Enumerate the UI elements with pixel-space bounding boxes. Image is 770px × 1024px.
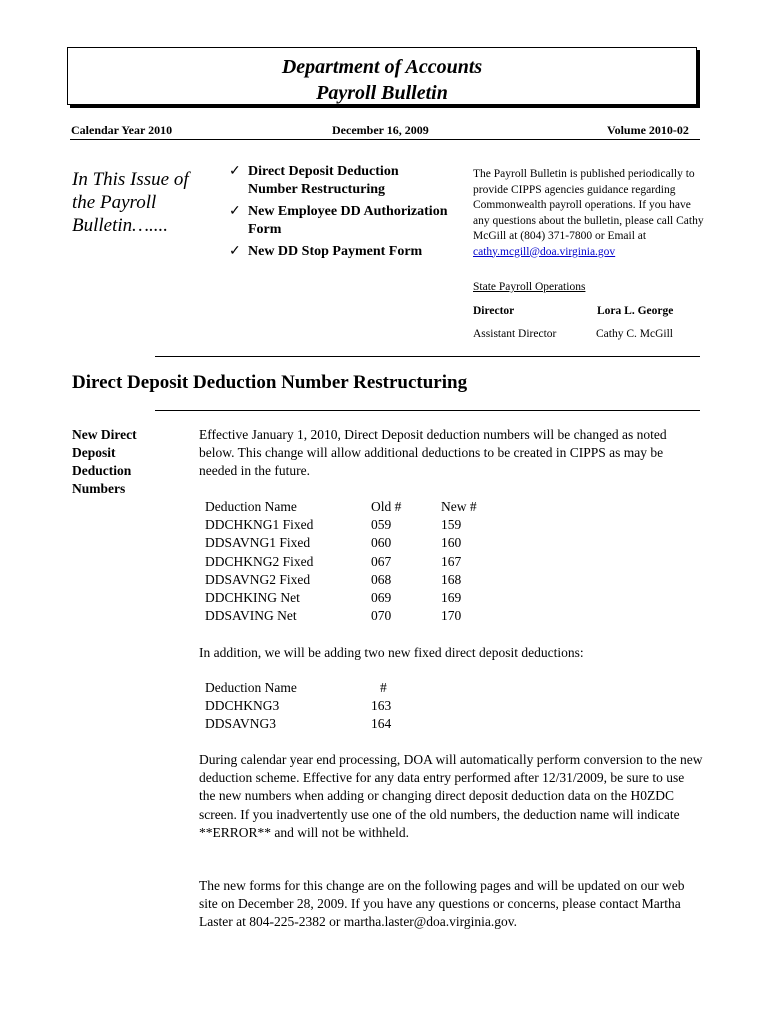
old-number-cell: 069 <box>371 590 392 606</box>
deduction-name-cell: DDSAVING Net <box>205 608 297 624</box>
check-icon: ✓ <box>229 244 241 259</box>
table-row <box>205 571 477 589</box>
check-icon: ✓ <box>229 204 241 219</box>
new-number-cell: 167 <box>441 553 462 569</box>
contents-item <box>229 203 449 239</box>
contents-item-label: Direct Deposit Deduction Number Restructuring <box>248 164 399 197</box>
deduction-name-cell: DDSAVNG3 <box>205 716 277 732</box>
table-row <box>205 589 477 607</box>
addition-paragraph: In addition, we will be adding two new fixed direct deposit deductions: <box>199 645 584 660</box>
staff-heading: State Payroll Operations <box>473 281 586 293</box>
table-row <box>205 697 391 715</box>
deduction-name-cell: DDSAVNG1 Fixed <box>205 535 311 551</box>
bulletin-title: Payroll Bulletin <box>316 82 448 104</box>
bulletin-title-box <box>67 47 697 105</box>
new-number-cell: 170 <box>441 608 462 624</box>
new-number-cell: 159 <box>441 517 462 533</box>
forms-paragraph: The new forms for this change are on the following pages and will be updated on our web site on December 28, 2009. If you have any questions or concerns, please contact Martha Laster at 804-225-2382 or martha.laster@doa.virginia.gov. <box>199 878 685 930</box>
conversion-paragraph: During calendar year end processing, DOA will automatically perform conversion to the new deduction scheme. Effective for any data entry performed after 12/31/2009, be sure to use the new numbers when adding or changing direct deposit deduction data on the H0ZDC screen. If you inadvertently use one of the old numbers, the deduction name will indicate **ERROR** and will not be withheld. <box>199 752 703 840</box>
deduction-number-table <box>205 498 477 625</box>
section-divider-bottom <box>155 410 700 411</box>
table-row <box>205 607 477 625</box>
contents-item <box>229 163 449 199</box>
deduction-name-cell: DDCHKNG2 Fixed <box>205 553 314 569</box>
contact-email-link[interactable]: cathy.mcgill@doa.virginia.gov <box>473 245 616 258</box>
bulletin-description-text: The Payroll Bulletin is published periodically to provide CIPPS agencies guidance regarding Commonwealth payroll operations. If you have any questions about the bulletin, please call Cathy McGill at (804) 371-7800 or Email at <box>473 168 704 242</box>
table-header-row <box>205 679 391 697</box>
old-number-cell: 068 <box>371 571 392 587</box>
column-header: Deduction Name <box>205 499 297 514</box>
column-header: Deduction Name <box>205 680 297 695</box>
deduction-name-cell: DDCHKNG3 <box>205 698 280 714</box>
column-header: # <box>380 680 387 695</box>
table-row <box>205 516 477 534</box>
side-heading: New Direct Deposit Deduction Numbers <box>72 427 137 496</box>
section-divider-top <box>155 356 700 357</box>
old-number-cell: 067 <box>371 553 392 569</box>
deduction-number-cell: 163 <box>371 698 392 714</box>
table-row <box>205 553 477 571</box>
table-header-row <box>205 498 477 516</box>
contents-item-label: New Employee DD Authorization Form <box>248 204 448 237</box>
table-row <box>205 534 477 552</box>
new-number-cell: 168 <box>441 571 462 587</box>
issue-contents-list <box>229 163 449 265</box>
new-deduction-table <box>205 679 391 734</box>
intro-paragraph: Effective January 1, 2010, Direct Deposit deduction numbers will be changed as noted below. This change will allow additional deductions to be created in CIPPS as may be needed in the future. <box>199 427 667 479</box>
calendar-year: Calendar Year 2010 <box>71 123 173 137</box>
volume-number: Volume 2010-02 <box>607 123 689 137</box>
old-number-cell: 059 <box>371 517 392 533</box>
staff-title-director: Director <box>473 305 515 317</box>
section-title: Direct Deposit Deduction Number Restructuring <box>72 372 468 393</box>
old-number-cell: 070 <box>371 608 392 624</box>
new-number-cell: 169 <box>441 590 462 606</box>
staff-title-assistant: Assistant Director <box>473 328 557 340</box>
bulletin-description <box>473 167 705 260</box>
contents-item-label: New DD Stop Payment Form <box>248 244 423 259</box>
contents-item <box>229 243 449 261</box>
new-number-cell: 160 <box>441 535 462 551</box>
issue-date: December 16, 2009 <box>332 123 429 137</box>
old-number-cell: 060 <box>371 535 392 551</box>
table-row <box>205 715 391 733</box>
header-divider <box>70 139 700 140</box>
staff-name-director: Lora L. George <box>597 305 674 317</box>
deduction-name-cell: DDSAVNG2 Fixed <box>205 571 311 587</box>
check-icon: ✓ <box>229 164 241 179</box>
column-header: New # <box>441 499 477 514</box>
deduction-number-cell: 164 <box>371 716 392 732</box>
column-header: Old # <box>371 499 402 514</box>
department-title: Department of Accounts <box>281 56 483 78</box>
in-this-issue-label: In This Issue of the Payroll Bulletin….... <box>72 169 189 236</box>
deduction-name-cell: DDCHKNG1 Fixed <box>205 517 314 533</box>
staff-name-assistant: Cathy C. McGill <box>596 328 673 340</box>
deduction-name-cell: DDCHKING Net <box>205 590 300 606</box>
